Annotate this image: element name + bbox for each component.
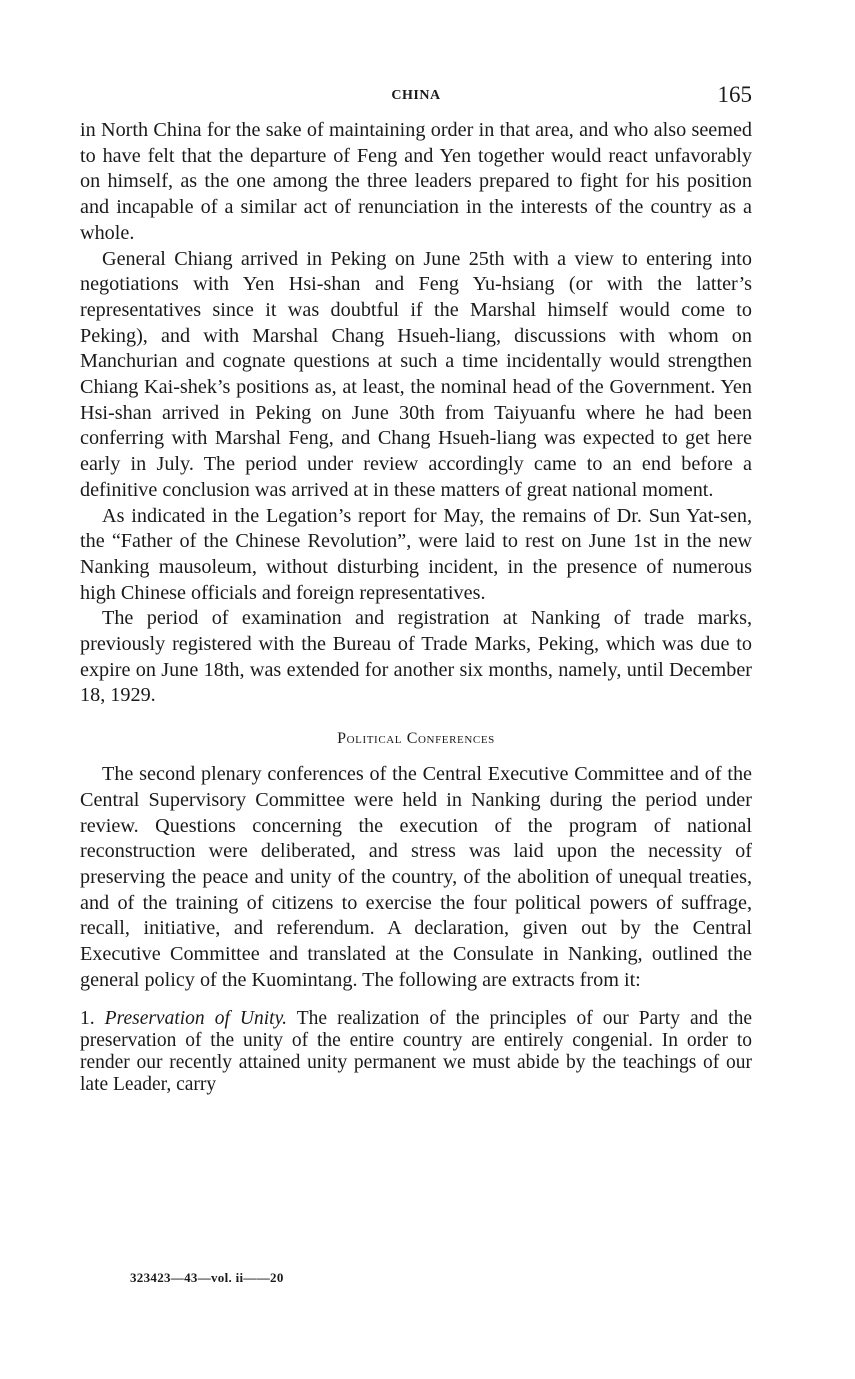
footer-print-note: 323423—43—vol. ii——20 — [130, 1270, 284, 1285]
numbered-item-preservation-of-unity — [80, 1008, 752, 1097]
running-head: CHINA — [391, 88, 441, 103]
item-number: 1. — [80, 1007, 95, 1029]
paragraph-chiang-peking: General Chiang arrived in Peking on June 25th with a view to entering into negotiations with Yen Hsi-shan and Feng Yu-hsiang (or with the latter’s representatives since it was doubtful if the Marshal himself would come to Peking), and with Marshal Chang Hsueh-liang, discussions with whom on Manchurian and cognate questions at such a time incidentally would strengthen Chiang Kai-shek’s positions as, at least, the nominal head of the Government. Yen Hsi-shan arrived in Peking on June 30th from Taiyuanfu where he had been conferring with Marshal Feng, and Chang Hsueh-liang was expected to get here early in July. The period under review accordingly came to an end before a definitive conclusion was arrived at in these matters of great national moment. — [80, 247, 752, 501]
section-heading: Political Conferences — [337, 730, 495, 748]
paragraph-plenary-conferences: The second plenary conferences of the Central Executive Committee and of the Central Supervisory Committee were held in Nanking during the period under review. Questions concerning the execution of the program of national reconstruction were deliberated, and stress was laid upon the necessity of preserving the peace and unity of the country, of the abolition of unequal treaties, and of the training of citizens to exercise the four political powers of suffrage, recall, initiative, and referendum. A declaration, given out by the Central Executive Committee and translated at the Consulate in Nanking, outlined the general policy of the Kuomintang. The following are extracts from it: — [80, 763, 752, 991]
paragraph-trade-marks: The period of examination and registration at Nanking of trade marks, previously registered with the Bureau of Trade Marks, Peking, which was due to expire on June 18th, was extended for another six months, namely, until December 18, 1929. — [80, 607, 752, 707]
page-number: 165 — [717, 82, 752, 107]
item-text: The realization of the principles of our Party and the preservation of the unity of the entire country are entirely congenial. In order to render our recently attained unity permanent we must abide by the teachings of our late Leader, carry — [80, 1007, 752, 1096]
page-header — [80, 78, 752, 118]
document-page — [80, 78, 752, 1096]
paragraph-continuation: in North China for the sake of maintaining order in that area, and who also seemed to have felt that the departure of Feng and Yen together would react unfavorably on himself, as the one among the three leaders prepared to fight for his position and incapable of a similar act of renunciation in the interests of the country as a whole. — [80, 119, 752, 244]
paragraph-sun-yat-sen: As indicated in the Legation’s report for May, the remains of Dr. Sun Yat-sen, the “Father of the Chinese Revolution”, were laid to rest on June 1st in the new Nanking mausoleum, without disturbing incident, in the presence of numerous high Chinese officials and foreign representatives. — [80, 504, 752, 604]
item-title: Preservation of Unity. — [104, 1007, 288, 1029]
body-text — [80, 118, 752, 1096]
